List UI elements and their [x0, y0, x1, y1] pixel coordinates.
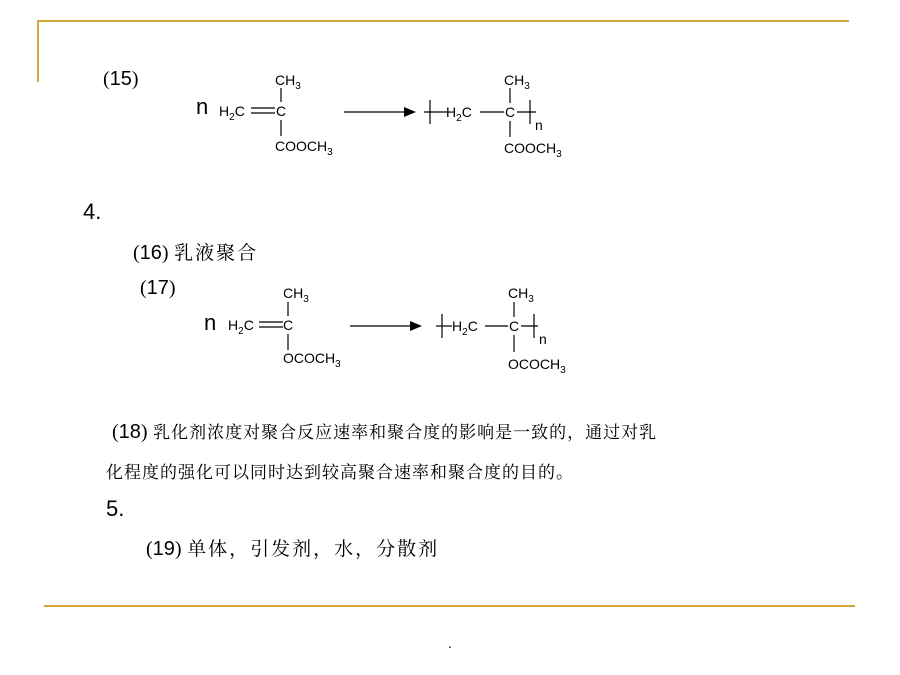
reaction-17-monomer-ch2: $H_2C$ — [228, 317, 254, 337]
reaction-15-polymer-ester: $COOCH_3$ — [504, 140, 562, 160]
section-5-number: 5. — [106, 496, 125, 521]
reaction-15-polymer-methyl: $CH_3$ — [504, 72, 530, 92]
reaction-17-monomer-c: C — [283, 317, 294, 333]
reaction-17-polymer-ester: $OCOCH_3$ — [508, 356, 566, 376]
item-18: (18) 乳化剂浓度对聚合反应速率和聚合度的影响是一致的，通过对乳 — [112, 421, 658, 443]
bottom-accent-line — [44, 605, 855, 607]
item-16: (16) 乳液聚合 — [133, 242, 259, 264]
reaction-15-equation — [190, 60, 590, 170]
section-4-number: 4. — [83, 199, 102, 224]
item-17-label: (17) — [140, 277, 176, 299]
reaction-15-coefficient: n — [196, 94, 209, 119]
top-accent-line — [37, 20, 849, 22]
reaction-15-monomer-c: C — [276, 103, 287, 119]
reaction-17-monomer-methyl: $CH_3$ — [283, 285, 309, 305]
item-19-text: 单体，引发剂，水，分散剂 — [187, 538, 440, 560]
item-15-label: (15) — [103, 68, 139, 90]
reaction-17-polymer-n: n — [539, 331, 547, 347]
item-16-text: 乳液聚合 — [174, 242, 259, 264]
reaction-15-polymer-c: C — [505, 104, 516, 120]
reaction-15-polymer-ch2: $H_2C$ — [446, 104, 472, 124]
item-18-line2: 化程度的强化可以同时达到较高聚合速率和聚合度的目的。 — [106, 463, 574, 483]
reaction-15-monomer-ester: $COOCH_3$ — [275, 138, 333, 158]
reaction-17-monomer-ester: $OCOCH_3$ — [283, 350, 341, 370]
footer-dot: . — [448, 635, 452, 651]
reaction-15-monomer-ch2: $H_2C$ — [219, 103, 245, 123]
reaction-17-polymer-ch2: $H_2C$ — [452, 318, 478, 338]
reaction-17-polymer-c: C — [509, 318, 520, 334]
reaction-17-polymer-methyl: $CH_3$ — [508, 285, 534, 305]
reaction-15-monomer-methyl: $CH_3$ — [275, 72, 301, 92]
item-18-line1: 乳化剂浓度对聚合反应速率和聚合度的影响是一致的，通过对乳 — [153, 423, 658, 443]
reaction-17-coefficient: n — [204, 310, 217, 335]
reaction-15-polymer-n: n — [535, 117, 543, 133]
left-accent-line — [37, 20, 39, 82]
reaction-17-equation — [200, 270, 600, 380]
item-19: (19) 单体，引发剂，水，分散剂 — [146, 538, 440, 560]
